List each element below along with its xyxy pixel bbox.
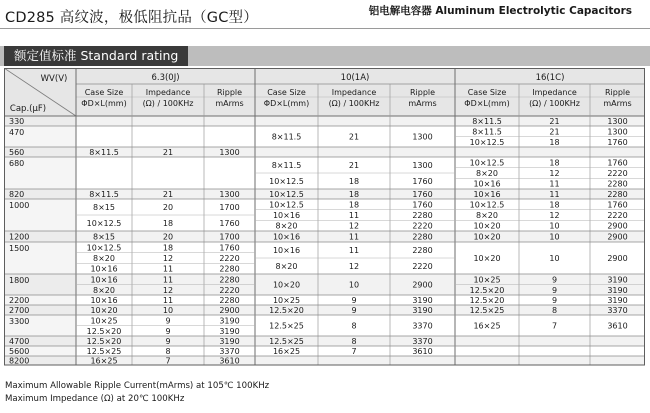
column-header-line1: Case Size (467, 88, 507, 97)
cap-value: 680 (9, 159, 25, 169)
case-size-value: 12.5×25 (86, 347, 122, 356)
impedance-value: 11 (549, 190, 560, 199)
ripple-value: 2900 (607, 221, 628, 231)
case-size-value: 10×16 (473, 179, 501, 189)
ripple-value: 3370 (219, 347, 240, 356)
column-header-line1: Impedance (145, 88, 191, 97)
case-size-value: 10×25 (90, 316, 118, 326)
case-size-value: 10×12.5 (86, 243, 122, 253)
ripple-value: 2900 (219, 306, 240, 315)
voltage-group-label: 10(1A) (340, 73, 370, 83)
impedance-value: 21 (549, 127, 560, 137)
impedance-value: 11 (162, 264, 174, 274)
column-header-line1: Ripple (604, 88, 631, 97)
case-size-value: 8×11.5 (89, 148, 119, 157)
column-header-line2: (Ω) / 100KHz (328, 99, 380, 108)
impedance-value: 11 (348, 211, 360, 220)
case-size-value: 10×20 (90, 306, 118, 315)
impedance-value: 12 (162, 254, 174, 263)
ripple-value: 2220 (412, 262, 433, 271)
ripple-value: 1300 (412, 161, 433, 170)
case-size-value: 8×20 (93, 254, 115, 263)
ripple-value: 3370 (412, 321, 433, 331)
impedance-value: 12 (162, 285, 174, 295)
cap-value: 1200 (9, 232, 30, 242)
case-size-value: 16×25 (473, 321, 501, 331)
impedance-value: 12 (348, 221, 360, 231)
ripple-value: 2900 (607, 232, 628, 242)
case-size-value: 12.5×25 (269, 337, 304, 346)
cap-value: 2200 (9, 296, 30, 306)
impedance-value: 10 (162, 306, 174, 315)
column-header-line2: mArms (408, 99, 437, 108)
footnote-ripple: Maximum Allowable Ripple Current(mArms) at 105℃ 100KHz (5, 381, 270, 391)
impedance-value: 21 (348, 161, 360, 170)
case-size-value: 8×15 (93, 232, 115, 242)
case-size-value: 10×12.5 (86, 219, 122, 228)
case-size-value: 10×16 (272, 246, 301, 255)
cap-value: 1800 (9, 276, 30, 286)
impedance-value: 8 (351, 321, 357, 331)
case-size-value: 12.5×20 (86, 326, 122, 336)
impedance-value: 9 (351, 296, 357, 305)
case-size-value: 8×20 (93, 285, 115, 295)
row-bg (76, 295, 645, 305)
row-bg (76, 231, 645, 242)
column-header-line2: (Ω) / 100KHz (142, 99, 194, 108)
ripple-value: 3370 (412, 337, 433, 346)
cap-value: 8200 (9, 356, 30, 366)
column-header-line2: ΦD×L(mm) (263, 99, 310, 108)
case-size-value: 10×25 (473, 275, 501, 285)
impedance-value: 18 (348, 177, 360, 186)
voltage-group-label: 16(1C) (535, 73, 565, 83)
ripple-value: 2220 (607, 211, 628, 220)
impedance-value: 10 (549, 254, 560, 263)
ripple-value: 1700 (219, 232, 240, 242)
case-size-value: 8×11.5 (472, 127, 502, 137)
impedance-value: 18 (549, 200, 560, 210)
ripple-value: 3190 (412, 306, 433, 315)
row-bg (76, 305, 645, 315)
ripple-value: 1300 (219, 190, 240, 199)
cap-value: 2700 (9, 306, 30, 316)
ripple-value: 2220 (607, 169, 628, 178)
header-divider (0, 28, 650, 29)
impedance-value: 10 (348, 280, 360, 290)
impedance-value: 9 (165, 316, 171, 326)
case-size-value: 10×16 (272, 211, 301, 220)
column-header-line2: mArms (215, 99, 244, 108)
row-bg (76, 346, 645, 356)
impedance-value: 11 (348, 232, 360, 242)
corner-wv-label: WV(V) (40, 74, 68, 84)
ripple-value: 2220 (412, 221, 433, 231)
ripple-value: 3610 (607, 321, 628, 331)
column-header-line2: (Ω) / 100KHz (529, 99, 580, 108)
ripple-value: 3190 (219, 326, 240, 336)
case-size-value: 10×20 (473, 232, 501, 242)
ripple-value: 1760 (607, 200, 628, 210)
ripple-value: 1300 (412, 132, 433, 142)
ripple-value: 2280 (219, 275, 240, 285)
ripple-value: 3190 (607, 296, 628, 305)
impedance-value: 8 (351, 337, 357, 346)
case-size-value: 10×12.5 (269, 190, 304, 199)
corner-cap-label: Cap.(μF) (9, 104, 47, 114)
impedance-value: 18 (162, 243, 174, 253)
rating-table-grid (4, 68, 645, 377)
ripple-value: 2280 (412, 232, 433, 242)
case-size-value: 8×20 (476, 211, 498, 220)
impedance-value: 9 (351, 306, 357, 315)
column-header-line1: Ripple (216, 88, 243, 97)
case-size-value: 12.5×20 (469, 296, 505, 305)
footnotes (5, 380, 269, 405)
impedance-value: 11 (162, 275, 174, 285)
impedance-value: 10 (549, 232, 560, 242)
ripple-value: 2280 (219, 296, 240, 305)
impedance-value: 9 (551, 285, 558, 295)
row-bg (76, 147, 645, 157)
cap-value: 470 (9, 128, 25, 138)
case-size-value: 10×20 (272, 280, 301, 290)
cap-value: 330 (9, 117, 25, 127)
case-size-value: 10×16 (473, 190, 501, 199)
case-size-value: 12.5×25 (269, 321, 304, 331)
ripple-value: 3610 (219, 356, 240, 366)
row-bg (76, 189, 645, 199)
impedance-value: 11 (162, 296, 174, 305)
ripple-value: 3190 (412, 296, 433, 305)
case-size-value: 12.5×20 (269, 306, 304, 315)
impedance-value: 18 (162, 219, 174, 228)
ripple-value: 3370 (607, 306, 628, 315)
case-size-value: 10×16 (90, 296, 118, 305)
case-size-value: 8×11.5 (271, 161, 302, 170)
ripple-value: 2220 (219, 254, 240, 263)
ripple-value: 1300 (607, 127, 628, 137)
ripple-value: 1760 (412, 177, 433, 186)
case-size-value: 10×16 (272, 232, 301, 242)
impedance-value: 9 (165, 326, 171, 336)
ripple-value: 2280 (412, 211, 433, 220)
ripple-value: 1760 (607, 137, 628, 147)
case-size-value: 8×20 (275, 221, 298, 231)
impedance-value: 11 (348, 246, 360, 255)
case-size-value: 10×12.5 (469, 137, 505, 147)
case-size-value: 16×25 (90, 356, 118, 366)
impedance-value: 18 (348, 200, 360, 210)
case-size-value: 10×25 (272, 296, 301, 305)
impedance-value: 20 (162, 203, 174, 212)
case-size-value: 16×25 (272, 347, 301, 356)
column-header-line1: Ripple (409, 88, 436, 97)
column-header-line1: Case Size (267, 88, 306, 97)
impedance-value: 7 (351, 347, 357, 356)
column-header-line2: mArms (603, 99, 632, 108)
brand-heading: 铝电解电容器 Aluminum Electrolytic Capacitors (368, 5, 632, 17)
row-bg (76, 356, 645, 365)
ripple-value: 3190 (607, 275, 628, 285)
ripple-value: 2220 (219, 285, 240, 295)
cap-value: 1500 (9, 244, 30, 254)
ripple-value: 1300 (607, 117, 628, 126)
voltage-group-label: 6.3(0J) (151, 73, 180, 83)
ripple-value: 2280 (412, 246, 433, 255)
impedance-value: 21 (162, 190, 174, 199)
ripple-value: 1760 (219, 219, 240, 228)
cap-value: 820 (9, 190, 25, 200)
impedance-value: 20 (162, 232, 174, 242)
impedance-value: 12 (549, 211, 560, 220)
impedance-value: 8 (165, 347, 171, 356)
footnote-impedance: Maximum Impedance (Ω) at 20℃ 100KHz (5, 393, 185, 404)
impedance-value: 21 (348, 132, 360, 142)
case-size-value: 10×20 (473, 254, 501, 263)
cap-value: 560 (9, 148, 25, 158)
case-size-value: 10×20 (473, 221, 501, 231)
impedance-value: 18 (348, 190, 360, 199)
rating-table (4, 68, 645, 377)
ripple-value: 2280 (607, 179, 628, 189)
case-size-value: 10×12.5 (269, 200, 304, 210)
impedance-value: 12 (348, 262, 360, 271)
impedance-value: 18 (549, 158, 560, 168)
impedance-value: 7 (165, 356, 171, 366)
case-size-value: 8×11.5 (89, 190, 119, 199)
case-size-value: 10×16 (90, 275, 118, 285)
column-header-line1: Impedance (532, 88, 577, 97)
ripple-value: 2900 (412, 280, 433, 290)
case-size-value: 8×20 (275, 262, 298, 271)
ripple-value: 1760 (607, 158, 628, 168)
ripple-value: 2280 (607, 190, 628, 199)
section-tab: 额定值标准 Standard rating (4, 46, 188, 66)
case-size-value: 8×11.5 (271, 132, 302, 142)
cap-value: 1000 (9, 201, 30, 211)
ripple-value: 1760 (412, 190, 433, 199)
case-size-value: 12.5×25 (469, 306, 505, 315)
impedance-value: 9 (551, 296, 558, 305)
ripple-value: 1700 (219, 203, 240, 212)
cap-value: 5600 (9, 347, 30, 357)
row-bg (76, 336, 645, 346)
ripple-value: 2280 (219, 264, 240, 274)
column-header-line1: Impedance (331, 88, 377, 97)
case-size-value: 10×12.5 (469, 200, 505, 210)
ripple-value: 2900 (607, 254, 628, 263)
cap-value: 4700 (9, 337, 30, 347)
case-size-value: 8×20 (476, 169, 498, 178)
impedance-value: 18 (549, 137, 560, 147)
cap-value: 3300 (9, 317, 30, 327)
impedance-value: 8 (551, 306, 558, 315)
impedance-value: 10 (549, 221, 560, 231)
ripple-value: 3190 (219, 337, 240, 346)
impedance-value: 12 (549, 169, 560, 178)
case-size-value: 10×12.5 (269, 177, 304, 186)
case-size-value: 8×15 (93, 203, 115, 212)
case-size-value: 10×12.5 (469, 158, 505, 168)
case-size-value: 10×16 (90, 264, 118, 274)
impedance-value: 9 (551, 275, 558, 285)
ripple-value: 1300 (219, 148, 240, 157)
ripple-value: 1760 (219, 243, 240, 253)
impedance-value: 11 (549, 179, 560, 189)
impedance-value: 9 (165, 337, 171, 346)
impedance-value: 21 (162, 148, 174, 157)
ripple-value: 3190 (219, 316, 240, 326)
ripple-value: 1760 (412, 200, 433, 210)
ripple-value: 3610 (412, 347, 433, 356)
case-size-value: 12.5×20 (86, 337, 122, 346)
row-bg (76, 116, 645, 126)
case-size-value: 8×11.5 (472, 117, 502, 126)
document-title: CD285 高纹波，极低阻抗品（GC型） (5, 10, 258, 26)
column-header-line1: Case Size (84, 88, 124, 97)
impedance-value: 21 (549, 117, 560, 126)
impedance-value: 7 (551, 321, 558, 331)
case-size-value: 12.5×20 (469, 285, 505, 295)
column-header-line2: ΦD×L(mm) (81, 99, 127, 108)
ripple-value: 3190 (607, 285, 628, 295)
column-header-line2: ΦD×L(mm) (464, 99, 510, 108)
